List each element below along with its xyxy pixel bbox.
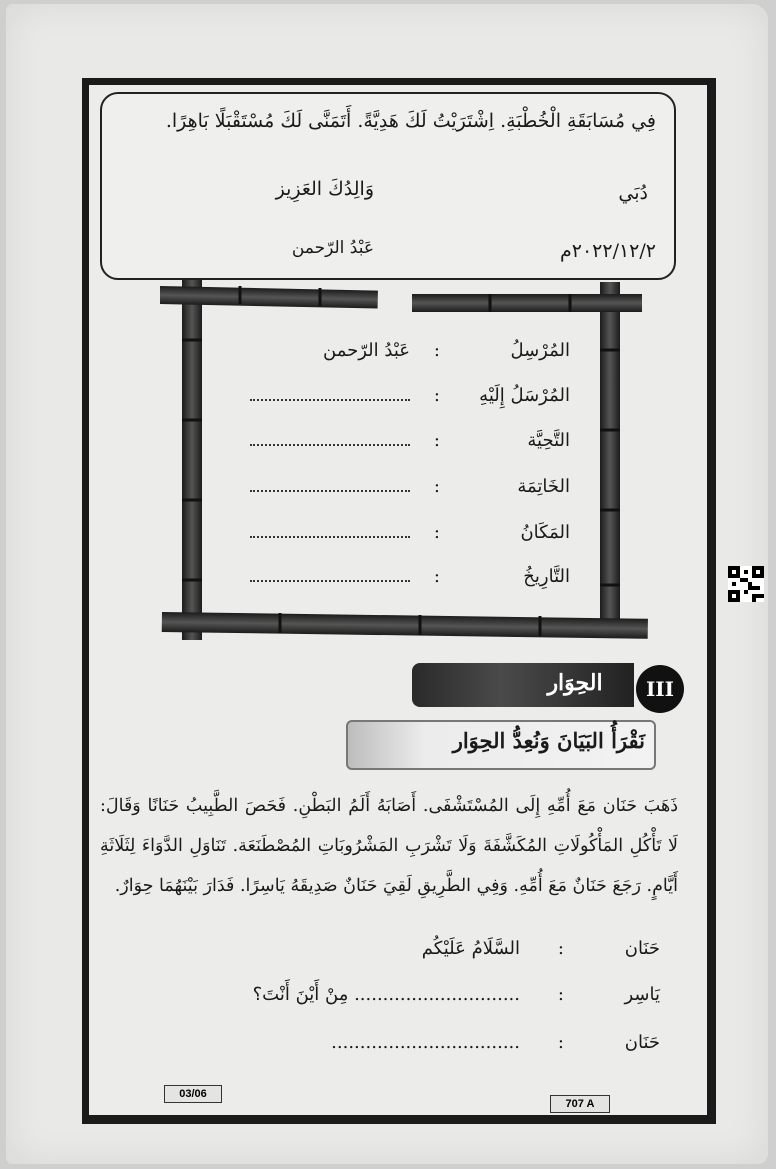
- dialog-line: [300, 1032, 660, 1060]
- field-colon: :: [433, 385, 440, 406]
- field-label: الخَاتِمَة: [517, 476, 570, 497]
- letter-body-line: فِي مُسَابَقَةِ الْخُطْبَةِ. اِشْتَرَيْتُ لَكَ هَدِيَّةً. أَتَمَنَّى لَكَ مُسْتَقْبَلًا بَاهِرًا.: [165, 110, 656, 132]
- field-date: [270, 566, 570, 592]
- field-place: [270, 522, 570, 548]
- field-label: المَكَانُ: [520, 522, 570, 543]
- section-number-badge: III: [636, 665, 684, 713]
- field-value: عَبْدُ الرّحمن: [323, 340, 410, 361]
- field-blank[interactable]: [240, 522, 410, 543]
- letter-closing: وَالِدُكَ العَزِيز: [275, 178, 374, 200]
- story-paragraph: ذَهَبَ حَنَان مَعَ أُمِّهِ إِلَى المُسْتَشْفَى. أَصَابَهُ أَلَمُ البَطْنِ. فَحَصَ الطَّبِيبُ حَنَانًا وَقَالَ: لَا تَأْكُلِ المَأْكُولَاتِ المُكَشَّفَةَ وَلَا تَشْرَبِ المَشْرُوبَاتِ المُصْطَنَعَة. تَنَاوَلِ الدَّوَاءَ لِثَلَاثَةِ أَيَّامٍ. رَجَعَ حَنَانٌ مَعَ أُمِّهِ. وَفِي الطَّرِيقِ لَقِيَ حَنَانٌ صَدِيقَهُ يَاسِرًا. فَدَارَ بَيْنَهُمَا حِوَارٌ.: [100, 796, 678, 896]
- dialog-text[interactable]: .................................: [331, 1032, 520, 1053]
- field-colon: :: [433, 340, 440, 361]
- code-tag: 707 A: [550, 1095, 610, 1113]
- field-label: التَّارِيخُ: [523, 566, 570, 587]
- field-blank[interactable]: [240, 566, 410, 587]
- letter-signature: عَبْدُ الرّحمن: [291, 238, 374, 258]
- speaker-name: يَاسِر: [624, 984, 660, 1005]
- dialog-text: السَّلَامُ عَلَيْكُم: [421, 938, 520, 959]
- letter-place: دُبَي: [618, 182, 648, 204]
- field-sender: [270, 340, 570, 366]
- field-colon: :: [433, 566, 440, 587]
- dialog-colon: :: [557, 984, 564, 1005]
- field-blank[interactable]: [240, 385, 410, 406]
- qr-code-icon: [728, 566, 764, 602]
- subsection-title: نَقْرَأُ البَيَانَ وَنُعِدُّ الحِوَار: [452, 728, 645, 753]
- page-number-tag: 03/06: [164, 1085, 222, 1103]
- dialog-colon: :: [557, 1032, 564, 1053]
- field-blank[interactable]: [240, 430, 410, 451]
- section-title: الحِوَار: [547, 670, 603, 696]
- speaker-name: حَنَان: [624, 1032, 660, 1053]
- dialog-line: [300, 938, 660, 966]
- field-colon: :: [433, 430, 440, 451]
- field-colon: :: [433, 476, 440, 497]
- dialog-colon: :: [557, 938, 564, 959]
- field-recipient: [270, 385, 570, 411]
- field-colon: :: [433, 522, 440, 543]
- field-blank[interactable]: [240, 476, 410, 497]
- field-closing: [270, 476, 570, 502]
- dialog-line: [252, 984, 660, 1012]
- speaker-name: حَنَان: [624, 938, 660, 959]
- field-label: المُرْسَلُ إِلَيْهِ: [479, 385, 570, 406]
- field-greeting: [270, 430, 570, 456]
- field-label: المُرْسِلُ: [510, 340, 570, 361]
- letter-date: ٢٠٢٢/١٢/٢م: [559, 240, 656, 262]
- field-label: التَّحِيَّة: [527, 430, 570, 451]
- dialog-text[interactable]: ............................. مِنْ أَيْنَ أَنْتَ؟: [252, 984, 520, 1005]
- letter-box: [100, 92, 676, 280]
